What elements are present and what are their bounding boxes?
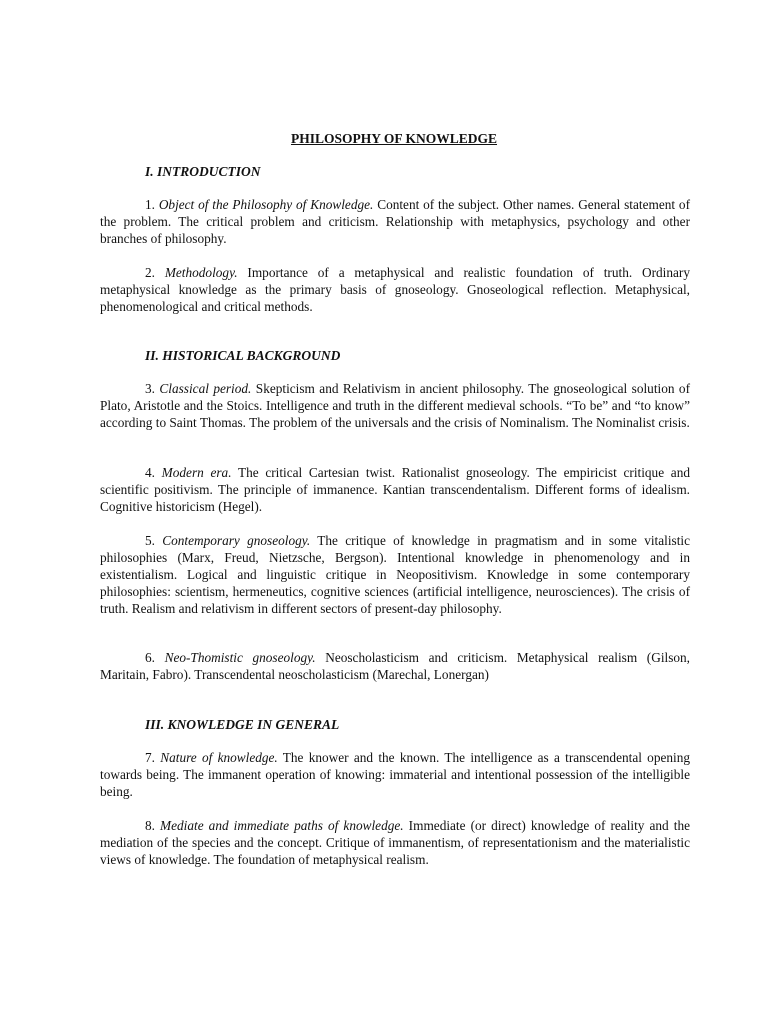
item-number: 3.	[145, 381, 160, 396]
item-number: 1.	[145, 197, 159, 212]
paragraph-6	[100, 649, 690, 683]
paragraph-7	[100, 749, 690, 800]
page-title: PHILOSOPHY OF KNOWLEDGE	[290, 131, 498, 146]
item-text: The knower and the known. The intelligence as a transcendental opening towards being. The immanent operation of knowing: immaterial and intentional possession of the intelligible being.	[100, 750, 691, 799]
item-topic: Methodology.	[164, 265, 238, 280]
item-topic: Mediate and immediate paths of knowledge.	[160, 818, 404, 833]
item-text: Content of the subject. Other names. General statement of the problem. The critical problem and criticism. Relationship with metaphysics, psychology and other branches of philosophy.	[100, 197, 690, 246]
paragraph-8	[100, 817, 690, 868]
item-topic: Nature of knowledge.	[160, 750, 278, 765]
item-number: 2.	[145, 265, 165, 280]
item-text: The critique of knowledge in pragmatism and in some vitalistic philosophies (Marx, Freud, Nietzsche, Bergson). Intentional knowledge in phenomenology and in existentialism. Logical and linguistic critique in Neopositivism. Knowledge in some contemporary philosophies: scientism, hermeneutics, cognitive sciences (artificial intelligence, neurosciences). The crisis of truth. Realism and relativism in different sectors of present-day philosophy.	[100, 533, 690, 616]
item-topic: Classical period.	[159, 381, 252, 396]
item-number: 8.	[145, 818, 161, 833]
paragraph-4	[100, 464, 690, 515]
paragraph-3	[100, 380, 690, 431]
item-text: Immediate (or direct) knowledge of reality and the mediation of the species and the concept. Critique of immanentism, of representationism and the materialistic views of knowledge. The foundation of metaphysical realism.	[100, 818, 690, 867]
section-heading-knowledge-in-general: III. KNOWLEDGE IN GENERAL	[145, 717, 340, 732]
section-heading-introduction: I. INTRODUCTION	[145, 164, 261, 179]
paragraph-2	[100, 264, 690, 315]
item-number: 4.	[145, 465, 162, 480]
item-text: Skepticism and Relativism in ancient philosophy. The gnoseological solution of Plato, Aristotle and the Stoics. Intelligence and truth in the different medieval schools. “To be” and “to know” according to Saint Thomas. The problem of the universals and the crisis of Nominalism. The Nominalist crisis.	[100, 381, 691, 430]
item-topic: Contemporary gnoseology.	[162, 533, 311, 548]
item-number: 7.	[145, 750, 161, 765]
item-topic: Modern era.	[161, 465, 232, 480]
section-heading-historical-background: II. HISTORICAL BACKGROUND	[145, 348, 341, 363]
item-topic: Object of the Philosophy of Knowledge.	[158, 197, 374, 212]
paragraph-5	[100, 532, 690, 617]
item-number: 6.	[145, 650, 165, 665]
item-number: 5.	[145, 533, 163, 548]
item-topic: Neo-Thomistic gnoseology.	[164, 650, 316, 665]
item-text: Neoscholasticism and criticism. Metaphysical realism (Gilson, Maritain, Fabro). Transcendental neoscholasticism (Marechal, Lonergan)	[100, 650, 691, 682]
item-text: The critical Cartesian twist. Rationalist gnoseology. The empiricist critique and scientific positivism. The principle of immanence. Kantian transcendentalism. Different forms of idealism. Cognitive historicism (Hegel).	[100, 465, 690, 514]
paragraph-1	[100, 196, 690, 247]
item-text: Importance of a metaphysical and realistic foundation of truth. Ordinary metaphysical knowledge as the primary basis of gnoseology. Gnoseological reflection. Metaphysical, phenomenological and critical methods.	[100, 265, 690, 314]
